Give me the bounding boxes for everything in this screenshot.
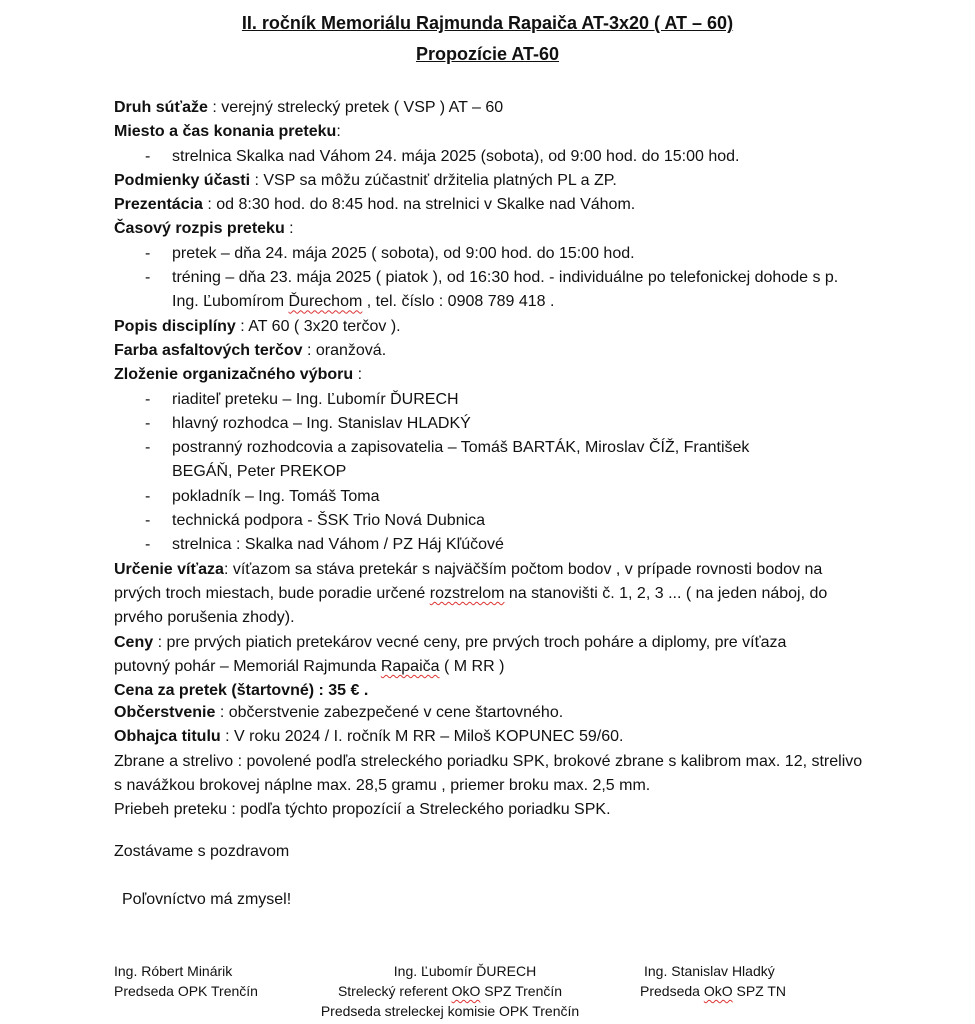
signature-name: Ing. Ľubomír ĎURECH: [393, 963, 537, 979]
signature-role-abbr: OkO: [451, 983, 481, 999]
popis-row: [114, 315, 874, 339]
miesto-value: :: [336, 123, 341, 141]
druh-value: : verejný strelecký pretek ( VSP ) AT – 60: [207, 99, 504, 116]
signature-role-rest: SPZ Trenčín: [480, 983, 563, 999]
signature-name: Ing. Stanislav Hladký: [644, 963, 775, 979]
farba-value: : oranžová.: [302, 341, 387, 359]
rozpis-item-text: tréning – dňa 23. mája 2025 ( piatok ), od 16:30 hod. - individuálne po telefonickej dohode s p. Ing. Ľubomírom: [172, 269, 839, 311]
document-title: II. ročník Memoriálu Rajmunda Rapaiča AT-3x20 ( AT – 60): [241, 13, 734, 33]
signature-role-text: Strelecký referent: [337, 983, 452, 999]
zbrane-text: Zbrane a strelivo : povolené podľa streleckého poriadku SPK, brokové zbrane s kalibrom max. 12, strelivo s navážkou brokovej náplne max. 28,5 gramu , priemer broku max. 2,5 mm.: [114, 752, 863, 795]
document-body: [114, 96, 874, 823]
urcenie-text: : víťazom sa stáva pretekár s najväčším počtom bodov , v prípade rovnosti bodov na prvých troch miestach, bude poradie určené: [114, 560, 823, 602]
signature-name: Ing. Róbert Minárik: [114, 963, 233, 979]
obcerstvenie-row: [114, 701, 874, 725]
list-item: - strelnica Skalka nad Váhom 24. mája 2025 (sobota), od 9:00 hod. do 15:00 hod.: [145, 147, 740, 165]
zlozenie-value: :: [353, 366, 363, 384]
signature-role-abbr: OkO: [703, 983, 733, 999]
ceny-text: : pre prvých piatich pretekárov vecné ceny, pre prvých troch poháre a diplomy, pre víťaza putovný pohár – Memoriál Rajmunda: [114, 633, 787, 675]
rozpis-row: [114, 217, 874, 241]
prezentacia-value: : od 8:30 hod. do 8:45 hod. na strelnici v Skalke nad Váhom.: [202, 196, 636, 214]
miesto-row: [114, 120, 874, 144]
committee-member: riaditeľ preteku – Ing. Ľubomír ĎURECH: [172, 390, 459, 408]
list-item: - hlavný rozhodca – Ing. Stanislav HLADKÝ: [145, 414, 471, 432]
podmienky-value: : VSP sa môžu zúčastniť držitelia platných PL a ZP.: [250, 171, 617, 189]
zlozenie-row: [114, 363, 874, 387]
miesto-item: strelnica Skalka nad Váhom 24. mája 2025 (sobota), od 9:00 hod. do 15:00 hod.: [172, 147, 740, 165]
obcerstvenie-value: : občerstvenie zabezpečené v cene štartovného.: [215, 704, 564, 722]
signature-role: [305, 981, 595, 1001]
farba-row: [114, 339, 874, 363]
popis-value: : AT 60 ( 3x20 terčov ).: [235, 317, 401, 335]
document-subtitle: Propozície AT-60: [415, 44, 560, 64]
signature-role-rest: SPZ TN: [732, 983, 787, 999]
podmienky-label: Podmienky účasti: [114, 171, 251, 189]
prezentacia-label: Prezentácia: [114, 196, 203, 214]
priebeh-text: Priebeh preteku : podľa týchto propozícií a Streleckého poriadku SPK.: [114, 801, 611, 819]
signature-right: [640, 961, 786, 1001]
urcenie-label: Určenie víťaza: [114, 560, 224, 578]
list-item: - postranný rozhodcovia a zapisovatelia – Tomáš BARTÁK, Miroslav ČÍŽ, František BEGÁŇ, Peter PREKOP: [145, 439, 750, 481]
signature-role-text: Predseda: [640, 983, 704, 999]
podmienky-row: [114, 169, 874, 193]
urcenie-row: [114, 558, 854, 631]
urcenie-rest: na stanovišti č. 1, 2, 3 ... ( na jeden náboj, do prvého porušenia zhody).: [114, 584, 828, 627]
ceny-rest: ( M RR ): [439, 657, 505, 675]
urcenie-word: rozstrelom: [429, 584, 505, 602]
obcerstvenie-label: Občerstvenie: [114, 704, 216, 722]
farba-label: Farba asfaltových terčov: [114, 341, 303, 359]
rozpis-item-phone: , tel. číslo : 0908 789 418 .: [362, 293, 555, 311]
signature-center: [305, 961, 595, 1021]
rozpis-item-name: Ďurechom: [288, 293, 363, 311]
signature-role-secondary: Predseda streleckej komisie OPK Trenčín: [320, 1003, 580, 1019]
signature-left: [114, 961, 258, 1001]
committee-member: strelnica : Skalka nad Váhom / PZ Háj Kľúčové: [172, 536, 504, 554]
ceny-label: Ceny: [114, 633, 154, 651]
list-item: - tréning – dňa 23. mája 2025 ( piatok ), od 16:30 hod. - individuálne po telefonickej dohode s p. Ing. Ľubomírom Ďurechom , tel. číslo : 0908 789 418 .: [145, 269, 839, 311]
closing-motto: Poľovníctvo má zmysel!: [122, 891, 292, 908]
popis-label: Popis disciplíny: [114, 317, 236, 335]
list-item: - pokladník – Ing. Tomáš Toma: [145, 487, 380, 505]
committee-member: postranný rozhodcovia a zapisovatelia – Tomáš BARTÁK, Miroslav ČÍŽ, František BEGÁŇ, Peter PREKOP: [172, 439, 750, 481]
committee-member: technická podpora - ŠSK Trio Nová Dubnica: [172, 512, 486, 530]
miesto-label: Miesto a čas konania preteku: [114, 123, 337, 141]
list-item: - riaditeľ preteku – Ing. Ľubomír ĎURECH: [145, 390, 459, 408]
rozpis-item: pretek – dňa 24. mája 2025 ( sobota), od 9:00 hod. do 15:00 hod.: [172, 244, 635, 262]
rozpis-label: Časový rozpis preteku: [114, 220, 285, 238]
list-item: - technická podpora - ŠSK Trio Nová Dubnica: [145, 512, 486, 530]
zlozenie-label: Zloženie organizačného výboru: [114, 366, 354, 384]
list-item: - pretek – dňa 24. mája 2025 ( sobota), od 9:00 hod. do 15:00 hod.: [145, 244, 635, 262]
prezentacia-row: [114, 193, 874, 217]
druh-label: Druh súťaže: [114, 99, 208, 116]
ceny-name: Rapaiča: [380, 657, 440, 675]
obhajca-value: : V roku 2024 / I. ročník M RR – Miloš KOPUNEC 59/60.: [220, 728, 624, 746]
ceny-row: [114, 631, 839, 680]
closing-greeting: Zostávame s pozdravom: [114, 843, 290, 860]
rozpis-value: :: [284, 220, 294, 238]
cena-row: [114, 681, 874, 701]
committee-member: hlavný rozhodca – Ing. Stanislav HLADKÝ: [172, 414, 471, 432]
druh-row: [114, 96, 874, 120]
signature-role: Predseda OPK Trenčín: [114, 983, 258, 999]
committee-member: pokladník – Ing. Tomáš Toma: [172, 487, 380, 505]
signature-role: [640, 981, 786, 1001]
obhajca-label: Obhajca titulu: [114, 728, 221, 746]
obhajca-row: [114, 725, 874, 749]
cena-label: Cena za pretek (štartovné) : 35 € .: [114, 682, 369, 700]
list-item: - strelnica : Skalka nad Váhom / PZ Háj Kľúčové: [145, 536, 504, 554]
